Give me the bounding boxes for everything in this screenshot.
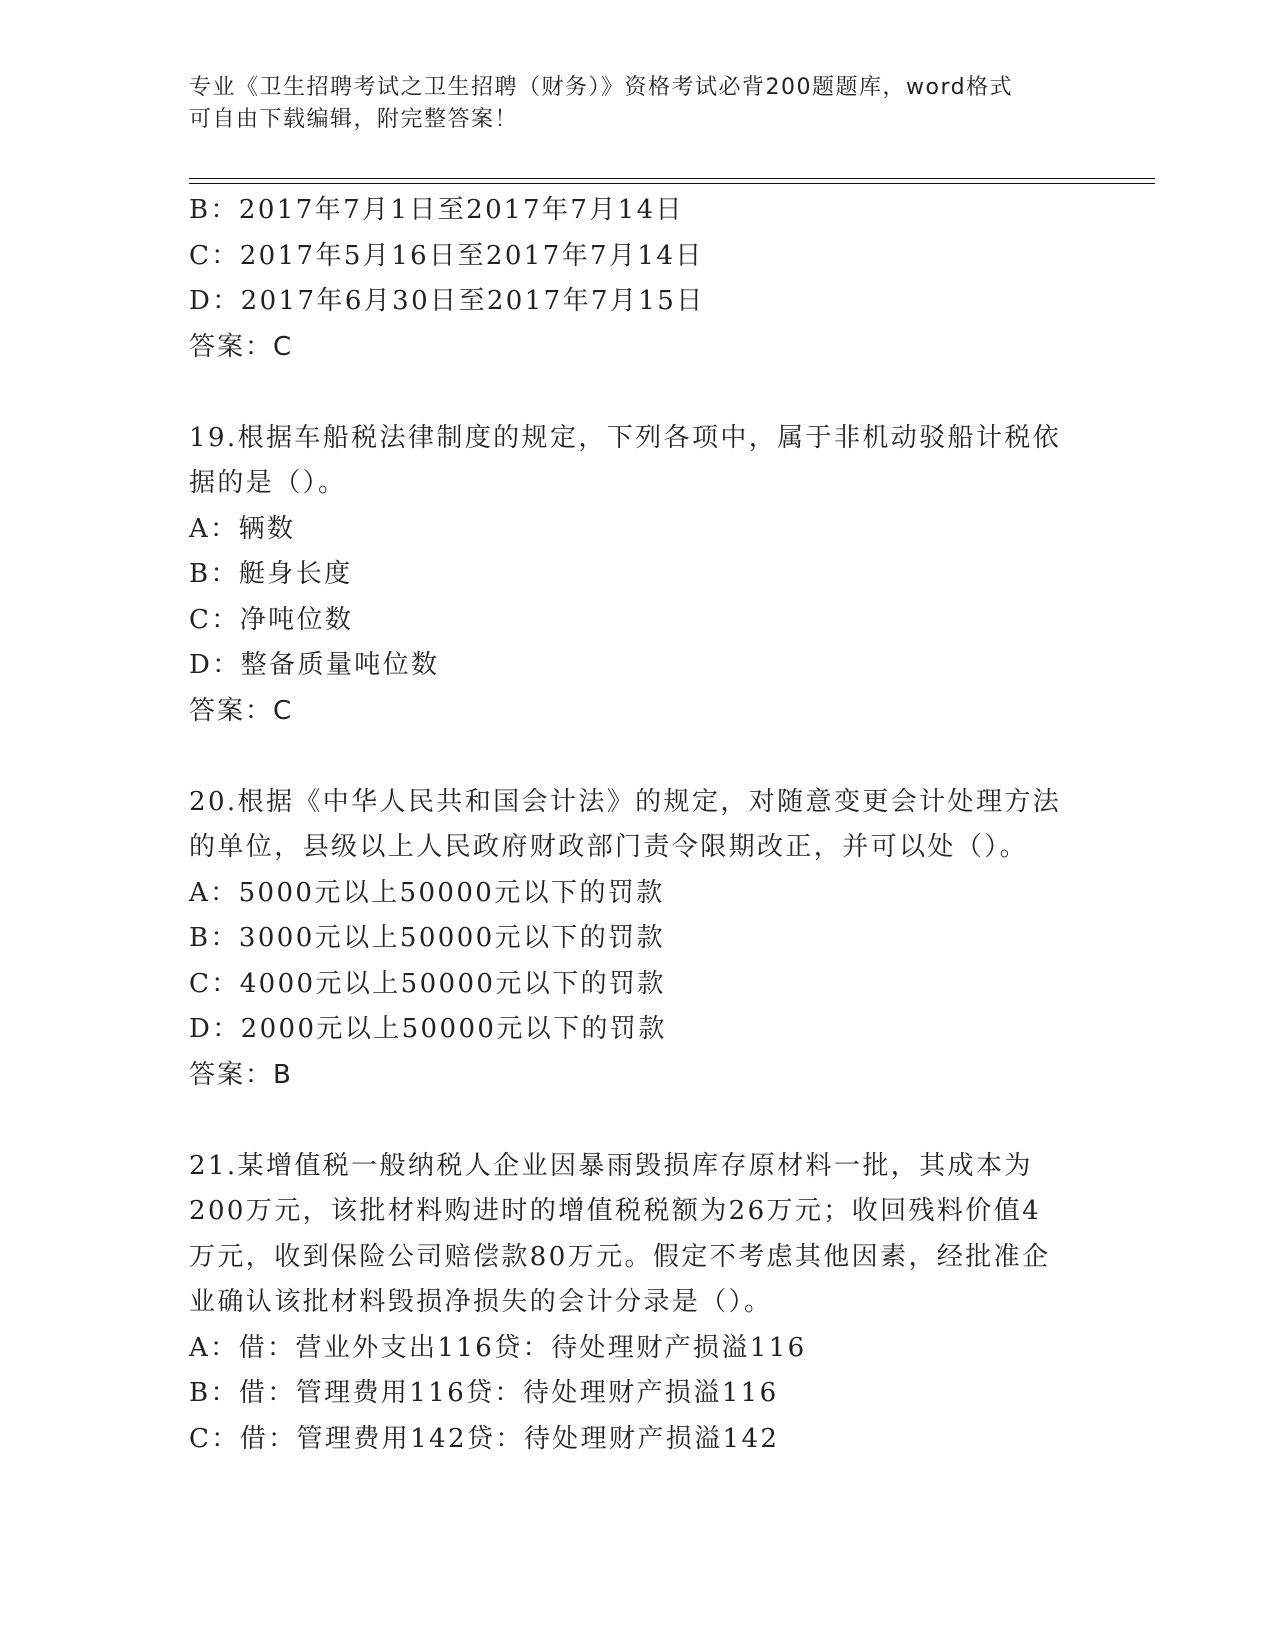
answer-line: 答案：C (189, 331, 294, 362)
answer-line: 答案：C (189, 695, 294, 726)
option-c: C：2017年5月16日至2017年7月14日 (189, 240, 704, 271)
question-stem-line: 的单位，县级以上人民政府财政部门责令限期改正，并可以处（）。 (189, 832, 1029, 862)
header-title-line-1: 专业《卫生招聘考试之卫生招聘（财务）》资格考试必背200题题库，word格式 (189, 75, 1014, 100)
header-title-line-2: 可自由下载编辑，附完整答案！ (189, 107, 519, 132)
header-divider-bottom (189, 183, 1155, 184)
question-20 (189, 780, 1089, 1099)
option-a: A：5000元以上50000元以下的罚款 (189, 877, 665, 908)
question-19 (189, 416, 1089, 735)
option-b: B：2017年7月1日至2017年7月14日 (189, 195, 684, 225)
question-stem-line: 万元，收到保险公司赔偿款80万元。假定不考虑其他因素，经批准企 (189, 1241, 1051, 1272)
question-18 (189, 188, 1089, 370)
question-stem-line: 业确认该批材料毁损净损失的会计分录是（）。 (189, 1287, 773, 1317)
option-c: C：4000元以上50000元以下的罚款 (189, 968, 666, 999)
option-d: D：整备质量吨位数 (189, 650, 440, 680)
spacer (189, 734, 1089, 780)
spacer (189, 1098, 1089, 1144)
option-a: A：辆数 (189, 513, 296, 544)
option-b: B：艇身长度 (189, 559, 353, 589)
option-d: D：2000元以上50000元以下的罚款 (189, 1014, 667, 1044)
question-stem-line: 200万元，该批材料购进时的增值税税额为26万元；收回残料价值4 (189, 1196, 1042, 1226)
option-b: B：借：管理费用116贷：待处理财产损溢116 (189, 1378, 779, 1408)
question-list (189, 188, 1089, 1462)
question-stem-line: 据的是（）。 (189, 468, 347, 498)
question-stem-line: 20.根据《中华人民共和国会计法》的规定，对随意变更会计处理方法 (189, 786, 1062, 817)
document-header (189, 72, 1089, 136)
option-d: D：2017年6月30日至2017年7月15日 (189, 286, 705, 316)
question-stem-line: 19.根据车船税法律制度的规定，下列各项中，属于非机动驳船计税依 (189, 422, 1062, 453)
option-a: A：借：营业外支出116贷：待处理财产损溢116 (189, 1332, 807, 1363)
spacer (189, 370, 1089, 416)
option-c: C：净吨位数 (189, 604, 354, 635)
question-stem-line: 21.某增值税一般纳税人企业因暴雨毁损库存原材料一批，其成本为 (189, 1150, 1033, 1181)
question-21 (189, 1144, 1089, 1463)
header-divider-top (189, 178, 1155, 179)
answer-line: 答案：B (189, 1059, 293, 1090)
option-c: C：借：管理费用142贷：待处理财产损溢142 (189, 1423, 780, 1454)
option-b: B：3000元以上50000元以下的罚款 (189, 923, 665, 953)
